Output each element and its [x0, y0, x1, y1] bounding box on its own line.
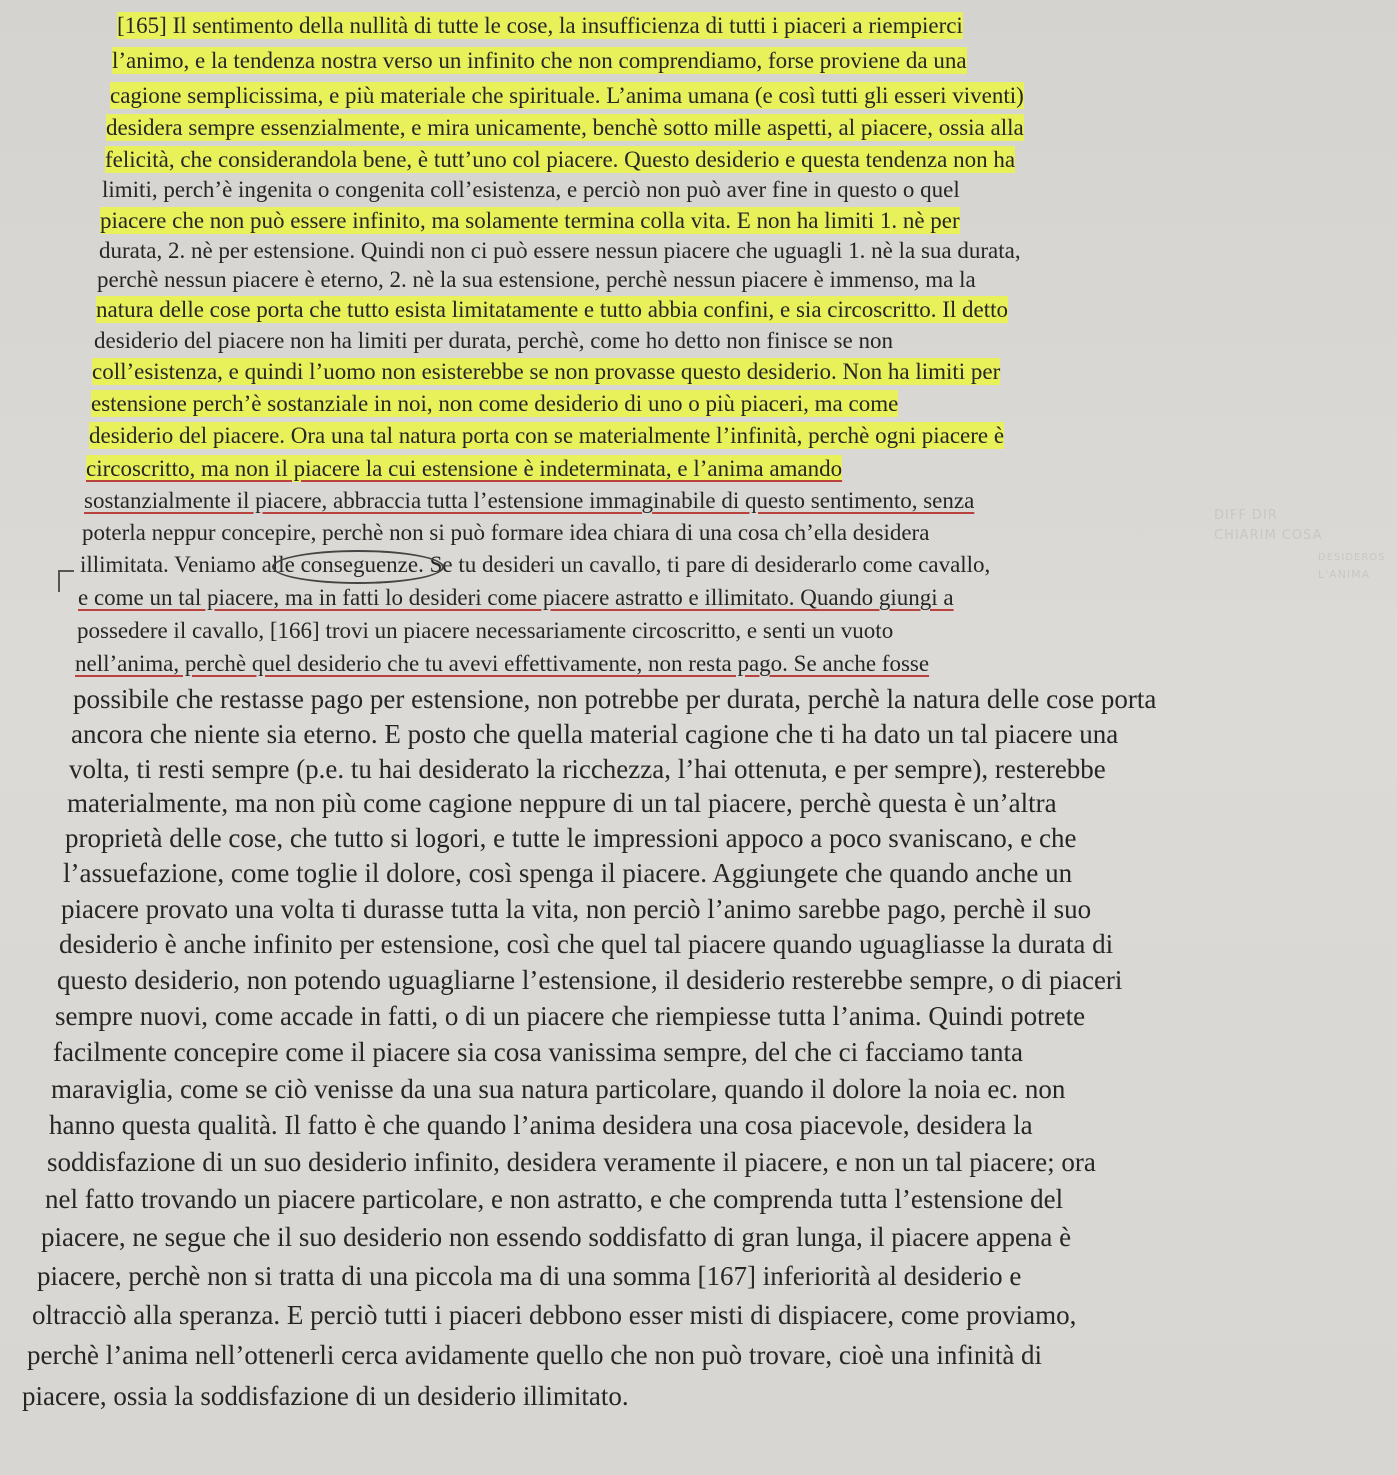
text-line-12: coll’esistenza, e quindi l’uomo non esisterebbe se non provasse questo desiderio. Non ha limiti per [92, 359, 1001, 384]
text-line-29: desiderio è anche infinito per estensione, così che quel tal piacere quando uguagliasse la durata di [59, 929, 1114, 959]
margin-bracket [58, 570, 74, 592]
text-line-22: possibile che restasse pago per estensione, non potrebbe per durata, perchè la natura delle cose porta [73, 684, 1157, 714]
text-line-41: piacere, ossia la soddisfazione di un desiderio illimitato. [22, 1381, 629, 1411]
text-line-39: oltracciò alla speranza. E perciò tutti i piaceri debbono esser misti di dispiacere, come proviamo, [32, 1300, 1077, 1330]
text-line-19: e come un tal piacere, ma in fatti lo desideri come piacere astratto e illimitato. Quando giungi a [78, 585, 954, 610]
text-line-28: piacere provato una volta ti durasse tutta la vita, non perciò l’animo sarebbe pago, perchè il suo [61, 894, 1092, 924]
text-line-8: durata, 2. nè per estensione. Quindi non ci può essere nessun piacere che uguagli 1. nè la sua durata, [99, 238, 1021, 263]
text-line-2: l’animo, e la tendenza nostra verso un infinito che non comprendiamo, forse proviene da una [112, 48, 967, 73]
text-line-30: questo desiderio, non potendo uguagliarne l’estensione, il desiderio resterebbe sempre, o di piaceri [57, 965, 1123, 995]
text-line-10: natura delle cose porta che tutto esista limitatamente e tutto abbia confini, e sia circoscritto. Il detto [96, 297, 1009, 322]
text-line-25: materialmente, ma non più come cagione neppure di un tal piacere, perchè questa è un’altra [67, 788, 1057, 818]
text-line-17: poterla neppur concepire, perchè non si può formare idea chiara di una cosa ch’ella desidera [82, 520, 930, 545]
text-line-14: desiderio del piacere. Ora una tal natura porta con se materialmente l’infinità, perchè ogni piacere è [89, 423, 1005, 448]
text-line-7: piacere che non può essere infinito, ma solamente termina colla vita. E non ha limiti 1. nè per [100, 208, 960, 233]
text-line-1: [165] Il sentimento della nullità di tutte le cose, la insufficienza di tutti i piaceri a riempierci [117, 13, 963, 38]
text-line-16: sostanzialmente il piacere, abbraccia tutta l’estensione immaginabile di questo sentimento, senza [84, 488, 975, 513]
text-line-35: soddisfazione di un suo desiderio infinito, desidera veramente il piacere, e non un tal piacere; ora [47, 1147, 1096, 1177]
text-line-11: desiderio del piacere non ha limiti per durata, perchè, come ho detto non finisce se non [94, 328, 893, 353]
text-line-6: limiti, perch’è ingenita o congenita coll’esistenza, e perciò non può aver fine in questo o quel [102, 177, 960, 202]
text-line-4: desidera sempre essenzialmente, e mira unicamente, benchè sotto mille aspetti, al piacere, ossia alla [106, 115, 1024, 140]
text-line-5: felicità, che considerandola bene, è tutt’uno col piacere. Questo desiderio e questa tendenza non ha [105, 147, 1016, 172]
margin-note-2: CHIARIM COSA [1214, 528, 1323, 543]
text-line-27: l’assuefazione, come toglie il dolore, così spenga il piacere. Aggiungete che quando anche un [63, 858, 1073, 888]
text-line-21: nell’anima, perchè quel desiderio che tu avevi effettivamente, non resta pago. Se anche fosse [75, 651, 930, 676]
margin-note-3: DESIDEROS [1318, 552, 1386, 563]
text-line-3: cagione semplicissima, e più materiale che spirituale. L’anima umana (e così tutti gli esseri viventi) [110, 83, 1024, 108]
text-line-32: facilmente concepire come il piacere sia cosa vanissima sempre, del che ci facciamo tanta [53, 1037, 1024, 1067]
text-line-40: perchè l’anima nell’ottenerli cerca avidamente quello che non può trovare, cioè una infinità di [27, 1340, 1043, 1370]
text-line-18: illimitata. Veniamo alle conseguenze. Se tu desideri un cavallo, ti pare di desiderarlo come cavallo, [80, 552, 991, 577]
text-line-13: estensione perch’è sostanziale in noi, non come desiderio di uno o più piaceri, ma come [91, 391, 899, 416]
text-line-38: piacere, perchè non si tratta di una piccola ma di una somma [167] inferiorità al desiderio e [37, 1261, 1022, 1291]
text-line-26: proprietà delle cose, che tutto si logori, e tutte le impressioni appoco a poco svaniscano, e che [65, 823, 1077, 853]
circled-word-annotation [272, 550, 444, 584]
text-line-20: possedere il cavallo, [166] trovi un piacere necessariamente circoscritto, e senti un vuoto [77, 618, 894, 643]
text-line-31: sempre nuovi, come accade in fatti, o di un piacere che riempiesse tutta l’anima. Quindi potrete [55, 1001, 1086, 1031]
text-line-24: volta, ti resti sempre (p.e. tu hai desiderato la ricchezza, l’hai ottenuta, e per sempre), resterebbe [69, 754, 1106, 784]
text-line-36: nel fatto trovando un piacere particolare, e non astratto, e che comprenda tutta l’estensione del [45, 1184, 1064, 1214]
text-line-34: hanno questa qualità. Il fatto è che quando l’anima desidera una cosa piacevole, desidera la [49, 1110, 1033, 1140]
text-line-33: maraviglia, come se ciò venisse da una sua natura particolare, quando il dolore la noia ec. non [51, 1074, 1066, 1104]
margin-note-4: L'ANIMA [1318, 568, 1371, 581]
text-line-23: ancora che niente sia eterno. E posto che quella material cagione che ti ha dato un tal piacere una [71, 719, 1119, 749]
text-line-37: piacere, ne segue che il suo desiderio non essendo soddisfatto di gran lunga, il piacere appena è [41, 1222, 1072, 1252]
text-line-15: circoscritto, ma non il piacere la cui estensione è indeterminata, e l’anima amando [86, 456, 843, 481]
text-line-9: perchè nessun piacere è eterno, 2. nè la sua estensione, perchè nessun piacere è immenso, ma la [97, 267, 976, 292]
margin-note-1: DIFF DIR [1214, 508, 1278, 523]
